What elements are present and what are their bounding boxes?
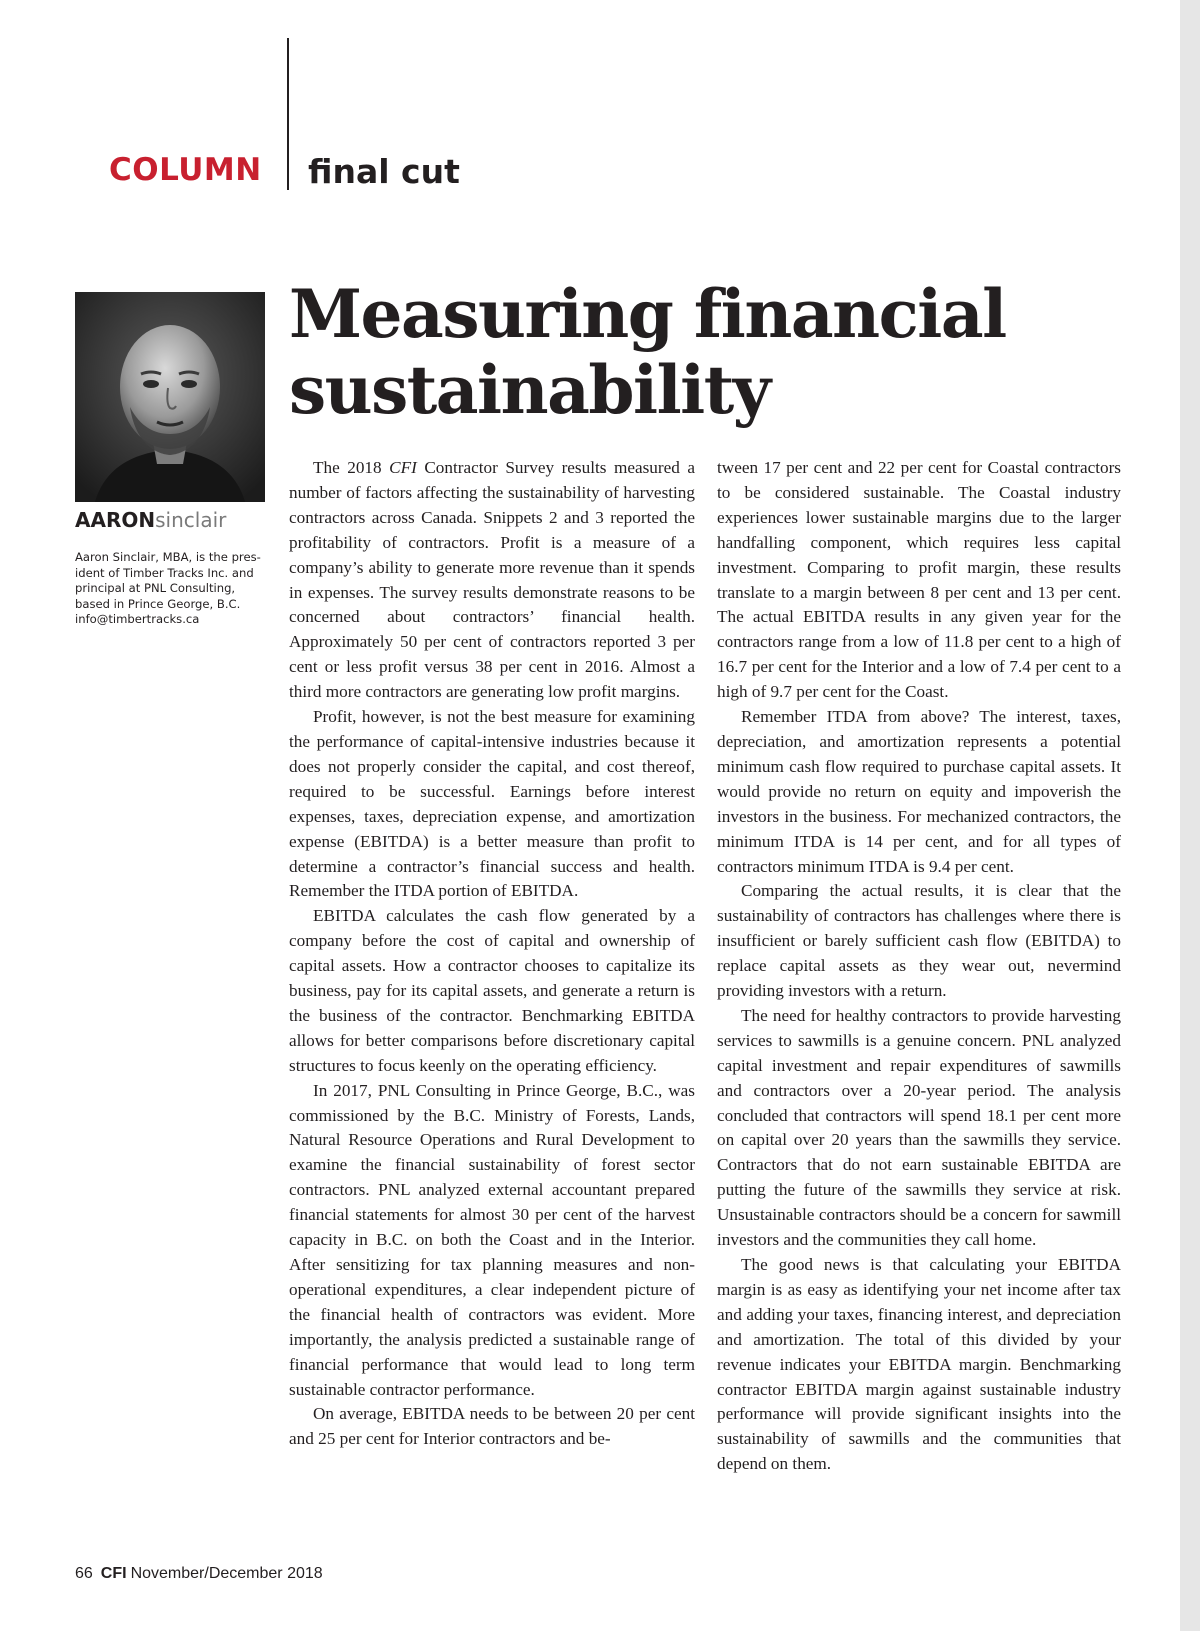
issue-date: November/December 2018 <box>130 1565 323 1582</box>
paragraph: The need for healthy contractors to provide harvesting services to sawmills is a genuine concern. PNL analyzed capital investment and repair expenditures of sawmills and contractors over a 20-year period. The analysis concluded that contractors will spend 18.1 per cent more on capital over 20 years than the sawmills they service. Contractors that do not earn sustainable EBITDA are putting the future of the sawmills they service at risk. Unsustainable contractors should be a concern for sawmill investors and the communities they call home. <box>717 1005 1121 1250</box>
author-bio-line: ident of Timber Tracks Inc. and <box>75 565 254 580</box>
page-footer <box>75 1565 323 1583</box>
paragraph: Profit, however, is not the best measure for examining the performance of capital-intensive industries because it does not properly consider the capital, and cost thereof, required to be successful. Earnings before interest expenses, taxes, depreciation expense, and amortization expense (EBITDA) is a better measure than profit to determine a contractor’s financial success and health. Remember the ITDA portion of EBITDA. <box>289 707 695 901</box>
paragraph <box>289 456 695 705</box>
author-email: info@timbertracks.ca <box>75 612 200 626</box>
author-bio-line: Aaron Sinclair, MBA, is the pres- <box>75 550 261 564</box>
article-column-1 <box>289 456 695 1452</box>
paragraph-text: Contractor Survey results measured a number of factors affecting the sustainability of harvesting contractors across Canada. Snippets 2 and 3 reported the profitability of contractors. Profit is a measure of a company’s ability to generate more revenue than it spends in expenses. The survey results demonstrate reasons to be concerned about contractors’ financial health. Approximately 50 per cent of contractors reported 3 per cent or less profit versus 38 per cent in 2016. Almost a third more contractors are generating low profit margins. <box>289 458 695 702</box>
article-title-line: sustainability <box>289 351 770 429</box>
author-first-name: AARON <box>75 508 156 532</box>
paragraph-text: The 2018 <box>313 458 390 477</box>
page-number: 66 <box>75 1565 93 1582</box>
author-bio <box>75 550 273 628</box>
paragraph: On average, EBITDA needs to be between 20 per cent and 25 per cent for Interior contractors and be- <box>289 1404 695 1449</box>
magazine-name: CFI <box>389 458 417 477</box>
article-title <box>289 275 1006 429</box>
paragraph: Remember ITDA from above? The interest, taxes, depreciation, and amortization represents a potential minimum cash flow required to purchase capital assets. It would provide no return on equity and impoverish the investors in the business. For mechanized contractors, the minimum ITDA is 14 per cent, and for all types of contractors minimum ITDA is 9.4 per cent. <box>717 707 1121 876</box>
paragraph: EBITDA calculates the cash flow generated by a company before the cost of capital and ownership of capital assets. How a contractor chooses to capitalize its business, pay for its capital assets, and generate a return is the business of the contractor. Benchmarking EBITDA allows for better comparisons before discretionary capital structures to focus keenly on the operating efficiency. <box>289 906 695 1075</box>
article-title-line: Measuring financial <box>289 275 1006 353</box>
author-bio-line: principal at PNL Consulting, <box>75 581 236 595</box>
paragraph: Comparing the actual results, it is clear that the sustainability of contractors has challenges where there is insufficient or barely sufficient cash flow (EBITDA) to replace capital assets as they wear out, nevermind providing investors with a return. <box>717 881 1121 1001</box>
paragraph: In 2017, PNL Consulting in Prince George, B.C., was commissioned by the B.C. Ministry of Forests, Lands, Natural Resource Operations and Rural Development to examine the financial sustainability of forest sector contractors. PNL analyzed external accountant prepared financial statements for almost 30 per cent of the harvest capacity in B.C. on both the Coast and in the Interior. After sensitizing for tax planning measures and non-operational expenditures, a clear independent picture of the financial health of contractors was evident. More importantly, the analysis predicted a sustainable range of financial performance that would lead to long term sustainable contractor performance. <box>289 1080 695 1399</box>
author-photo-graphic <box>75 292 265 502</box>
magazine-name: CFI <box>100 1565 127 1582</box>
author-bio-line: based in Prince George, B.C. <box>75 596 241 611</box>
author-last-name: sinclair <box>155 508 227 532</box>
article-column-2 <box>717 456 1121 1477</box>
page-edge <box>1180 0 1200 1631</box>
paragraph: tween 17 per cent and 22 per cent for Coastal contractors to be considered sustainable. The Coastal industry experiences lower sustainable margins due to the larger handfalling component, which requires less capital investment. Comparing to profit margin, these results translate to a margin between 8 per cent and 13 per cent. The actual EBITDA results in any given year for the contractors range from a low of 11.8 per cent to a high of 16.7 per cent for the Interior and a low of 7.4 per cent to a high of 9.7 per cent for the Coast. <box>717 458 1121 702</box>
paragraph: The good news is that calculating your EBITDA margin is as easy as identifying your net income after tax and adding your taxes, financing interest, and depreciation and amortization. The total of this divided by your revenue indicates your EBITDA margin. Benchmarking contractor EBITDA margin against sustainable industry performance will provide significant insights into the sustainability of sawmills and the communities that depend on them. <box>717 1255 1121 1474</box>
header-divider <box>287 38 289 190</box>
author-photo <box>75 292 265 502</box>
author-name <box>75 508 226 532</box>
column-label: COLUMN <box>109 152 262 188</box>
section-label: final cut <box>308 152 460 191</box>
